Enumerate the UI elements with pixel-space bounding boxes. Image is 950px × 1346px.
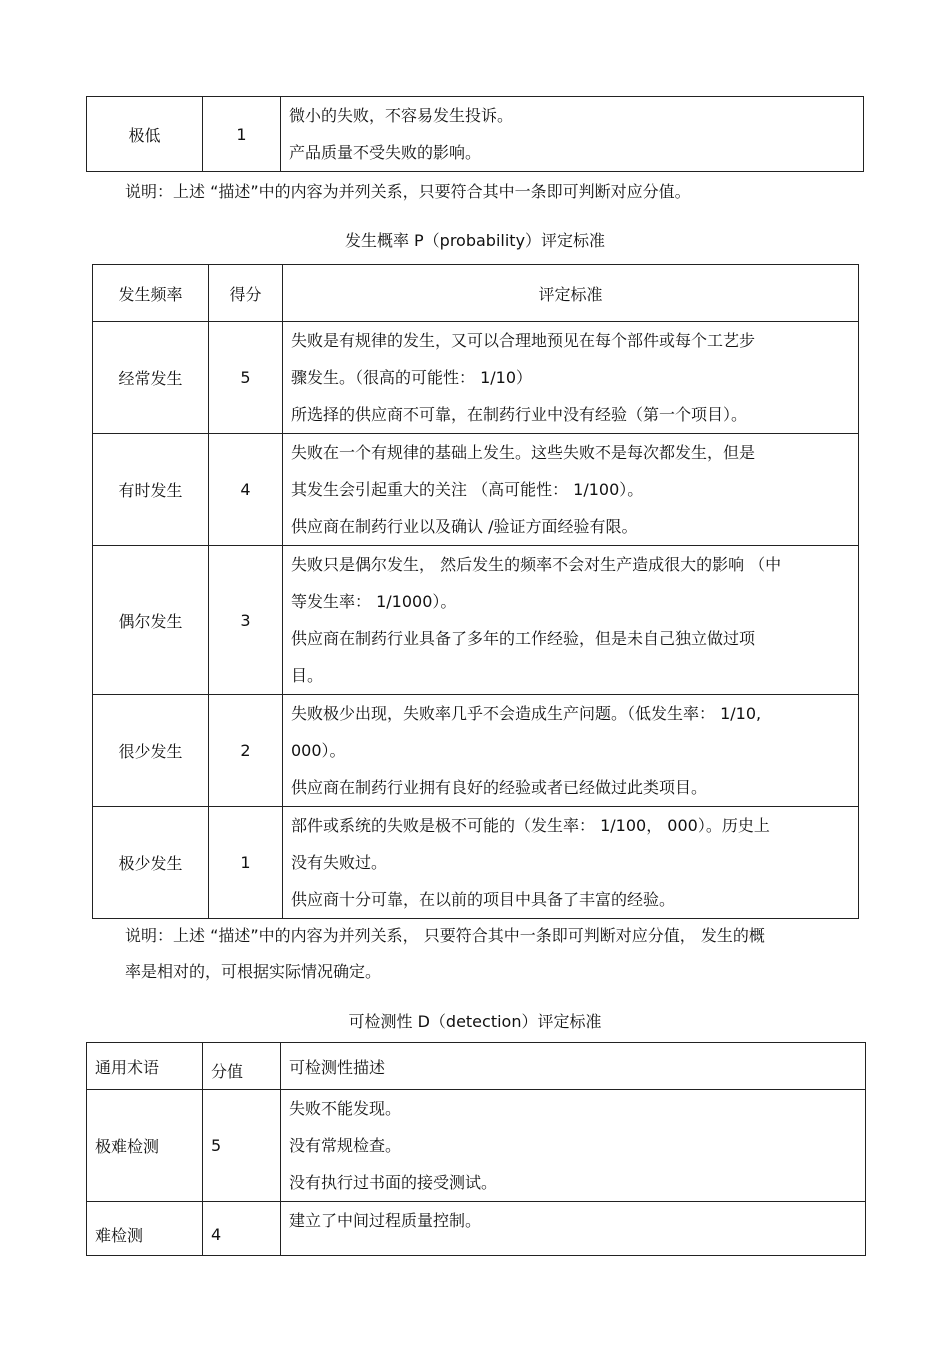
description-line: 建立了中间过程质量控制。 xyxy=(289,1211,482,1230)
score-cell: 2 xyxy=(209,695,283,807)
description-line: 目。 xyxy=(291,666,324,685)
score-cell: 3 xyxy=(209,546,283,695)
table-header-row xyxy=(93,265,859,322)
description-cell xyxy=(283,546,859,695)
description-line: 供应商十分可靠，在以前的项目中具备了丰富的经验。 xyxy=(291,890,676,909)
score-cell: 4 xyxy=(209,434,283,546)
description-line: 部件或系统的失败是极不可能的（发生率： 1/100， 000）。历史上 xyxy=(291,816,770,835)
header-score: 得分 xyxy=(209,265,283,322)
description-line: 失败极少出现，失败率几乎不会造成生产问题。（低发生率： 1/10, xyxy=(291,704,762,723)
description-cell xyxy=(283,434,859,546)
description-line: 等发生率： 1/1000）。 xyxy=(291,592,457,611)
description-line: 没有失败过。 xyxy=(291,853,388,872)
table-row xyxy=(93,807,859,919)
description-line: 所选择的供应商不可靠，在制药行业中没有经验（第一个项目）。 xyxy=(291,405,748,424)
score-cell: 5 xyxy=(209,322,283,434)
header-criteria: 评定标准 xyxy=(283,265,859,322)
score-cell: 1 xyxy=(209,807,283,919)
table-header-row xyxy=(87,1043,866,1090)
table-row xyxy=(93,695,859,807)
description-line: 骤发生。（很高的可能性： 1/10） xyxy=(291,368,533,387)
level-cell: 极少发生 xyxy=(93,807,209,919)
description-line: 失败不能发现。 xyxy=(289,1099,402,1118)
description-cell xyxy=(283,695,859,807)
description-line: 产品质量不受失败的影响。 xyxy=(289,143,482,162)
table-row xyxy=(87,1202,866,1256)
level-cell: 极低 xyxy=(87,97,203,172)
table-row xyxy=(93,322,859,434)
level-cell: 经常发生 xyxy=(93,322,209,434)
detection-table xyxy=(86,1042,866,1256)
description-line: 000）。 xyxy=(291,741,346,760)
level-cell: 极难检测 xyxy=(87,1090,203,1202)
level-cell: 有时发生 xyxy=(93,434,209,546)
score-cell: 4 xyxy=(203,1202,281,1256)
severity-table-fragment xyxy=(86,96,864,172)
header-frequency: 发生频率 xyxy=(93,265,209,322)
description-cell xyxy=(283,322,859,434)
note-probability-line2: 率是相对的，可根据实际情况确定。 xyxy=(125,962,382,981)
description-line: 没有常规检查。 xyxy=(289,1136,402,1155)
description-cell xyxy=(281,1202,866,1256)
probability-table xyxy=(92,264,859,919)
level-cell: 偶尔发生 xyxy=(93,546,209,695)
header-score: 分值 xyxy=(203,1043,281,1090)
description-cell xyxy=(281,1090,866,1202)
header-term: 通用术语 xyxy=(87,1043,203,1090)
description-line: 没有执行过书面的接受测试。 xyxy=(289,1173,498,1192)
description-cell xyxy=(283,807,859,919)
detection-caption: 可检测性 D（detection）评定标准 xyxy=(348,1012,602,1031)
table-row xyxy=(93,434,859,546)
level-cell: 难检测 xyxy=(87,1202,203,1256)
table-row xyxy=(87,97,864,172)
level-cell: 很少发生 xyxy=(93,695,209,807)
table-row xyxy=(93,546,859,695)
description-line: 供应商在制药行业具备了多年的工作经验，但是未自己独立做过项 xyxy=(291,629,756,648)
table-row xyxy=(87,1090,866,1202)
description-line: 失败是有规律的发生，又可以合理地预见在每个部件或每个工艺步 xyxy=(291,331,756,350)
description-line: 失败只是偶尔发生， 然后发生的频率不会对生产造成很大的影响 （中 xyxy=(291,555,782,574)
description-line: 供应商在制药行业拥有良好的经验或者已经做过此类项目。 xyxy=(291,778,708,797)
description-line: 失败在一个有规律的基础上发生。这些失败不是每次都发生，但是 xyxy=(291,443,756,462)
description-line: 微小的失败，不容易发生投诉。 xyxy=(289,106,514,125)
score-cell: 5 xyxy=(203,1090,281,1202)
probability-caption: 发生概率 P（probability）评定标准 xyxy=(344,231,606,250)
header-description: 可检测性描述 xyxy=(281,1043,866,1090)
note-probability-line1: 说明：上述 “描述”中的内容为并列关系， 只要符合其中一条即可判断对应分值， 发生的概 xyxy=(125,926,765,945)
description-line: 其发生会引起重大的关注 （高可能性： 1/100）。 xyxy=(291,480,644,499)
description-cell xyxy=(281,97,864,172)
score-cell: 1 xyxy=(203,97,281,172)
description-line: 供应商在制药行业以及确认 /验证方面经验有限。 xyxy=(291,517,638,536)
note-severity: 说明：上述 “描述”中的内容为并列关系，只要符合其中一条即可判断对应分值。 xyxy=(125,182,691,201)
